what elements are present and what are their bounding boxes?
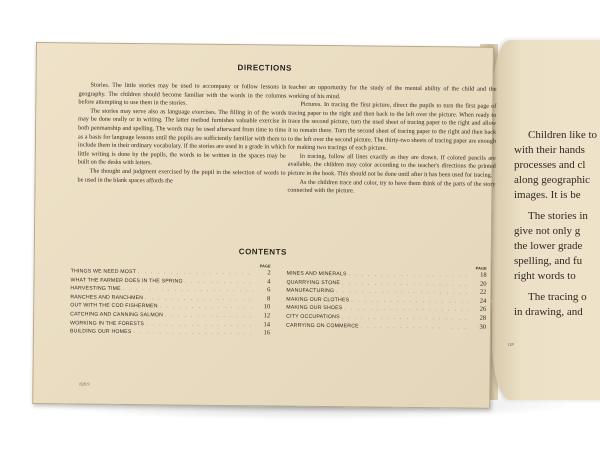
leader-dots [351,297,470,304]
leader-dots [349,271,471,278]
contents-entry-title: WHAT THE FARMER DOES IN THE SPRING [70,276,183,285]
directions-paragraph: The stories may serve also as language exercises. The filling in of the words may be done orally or in writing. The latter method furnishes valuable exercise in both penmanship and spelling. The words may be used afterward from time to time as a basis for language lessons until the pupils are sufficiently familiar with them to include them in their ordinary vocabulary. If the stories are used in a grade in which little writing is done by the pupils, the words to be written in the spaces may be built on the desks with letters. [77,107,287,167]
contents-entry-page: 16 [263,329,271,337]
contents-entry [70,328,270,339]
contents-entry-title: MAKING OUR CLOTHES [286,296,350,304]
directions-paragraph: In tracing, follow all lines exactly as they are drawn. If colored pencils are available, the children may color according to the teacher's directions the printed picture in the book. This should not be done until after it has been used for tracing. [287,152,496,179]
contents-entry-title: QUARRYING STONE [286,279,341,286]
contents-entry-title: WORKING IN THE FORESTS [70,319,145,327]
leader-dots [138,269,255,276]
contents-list-right [286,264,487,332]
right-page-line: The tracing o [528,291,587,303]
leader-dots [336,288,470,295]
contents-entry [286,321,486,332]
contents-entry-title: MINES AND MINERALS [286,270,347,278]
contents-entry-page: 24 [479,297,487,305]
leader-dots [344,306,470,313]
right-page-line: processes and cl [514,159,586,171]
leader-dots [146,321,254,328]
contents-entry-page: 30 [479,323,487,331]
right-page-line: with their hands [514,144,585,156]
contents-entry-title: HARVESTING TIME [70,285,121,293]
leader-dots [342,280,471,287]
right-page-line: the lower grade [514,240,583,252]
page-column-label: PAGE [259,263,271,269]
directions-paragraph: As the children trace and color, try to have them think of the parts of the story connected with the picture. [287,178,496,195]
contents-entry-title: THINGS WE NEED MOST [70,268,137,276]
right-page-footer: GP [508,342,514,347]
directions-column-right [287,84,496,198]
contents-entry-page: 22 [479,288,487,296]
leader-dots [160,304,255,311]
contents-entry-page: 14 [263,320,271,329]
leader-dots [145,295,254,302]
contents-entry-page: 12 [263,312,271,320]
leader-dots [185,278,255,285]
contents-entry-page: 18 [480,271,487,279]
contents-entry-page: 6 [267,286,271,294]
directions-paragraph: Pictures. In tracing the first picture, direct the pupils to turn the first page of tracing paper to the right and then back to the left over the picture. When ready to trace the second picture, turn the used sheet of tracing paper to the right and allow it to remain there. Turn the second sheet of tracing paper to the right and then back to the left over the second picture. The thirty-two sheets of tracing paper are enough for making two tracings of each picture. [287,100,497,152]
right-page-line: give not only g [514,225,581,237]
directions-paragraph: The thought and judgment exercised by the pupil in the selection of words to be used in the blank spaces affords the [77,167,286,184]
contents-entry-title: RANCHES AND RANCHMEN [70,294,144,301]
right-page-line: in drawing, and [514,306,583,318]
page-column-label: PAGE [475,265,487,271]
contents-entry-page: 10 [263,303,271,311]
contents-list-left [70,261,271,338]
directions-paragraph: teacher an opportunity for the study of the mental ability of the child and the working of his mind. [288,83,497,100]
directions-column-left [78,81,287,186]
right-page-line: The stories in [528,210,588,222]
leader-dots [342,314,470,321]
contents-entry-page: 28 [479,314,487,322]
contents-entry-title: OUT WITH THE COD FISHERMEN [70,302,158,310]
contents-entry-title: BUILDING OUR HOMES [69,328,132,336]
contents-entry-page: 2 [267,269,271,277]
left-page [32,42,497,409]
catalog-code: 820.9 [79,381,90,387]
leader-dots [165,312,254,319]
right-page-line: right words to [514,270,576,282]
contents-entry-page: 26 [479,306,487,314]
leader-dots [361,323,470,330]
contents-entry-title: CARRYING ON COMMERCE [286,322,359,329]
leader-dots [133,329,254,336]
contents-entry-page: 20 [479,280,487,288]
directions-paragraph: Stories. The little stories may be used to accompany or follow lessons in geography. The children should become familiar with the words in the columns before attempting to use them in the stories. [78,81,287,107]
right-page-line: along geographic [514,174,591,186]
right-page-line: Children like to [528,129,598,141]
contents-heading: CONTENTS [238,247,287,257]
contents-entry-title: CITY OCCUPATIONS [286,313,340,321]
contents-entry-title: CATCHING AND CANNING SALMON [70,311,164,319]
contents-entry-page: 8 [267,295,271,303]
contents-entry-title: MANUFACTURING [286,287,335,295]
directions-heading: DIRECTIONS [237,63,292,73]
right-page-line: images. It is be [514,189,581,201]
contents-entry-page: 4 [267,278,271,286]
right-page-line: spelling, and fu [514,255,583,267]
contents-entry-title: MAKING OUR SHOES [286,305,343,312]
leader-dots [123,286,255,293]
